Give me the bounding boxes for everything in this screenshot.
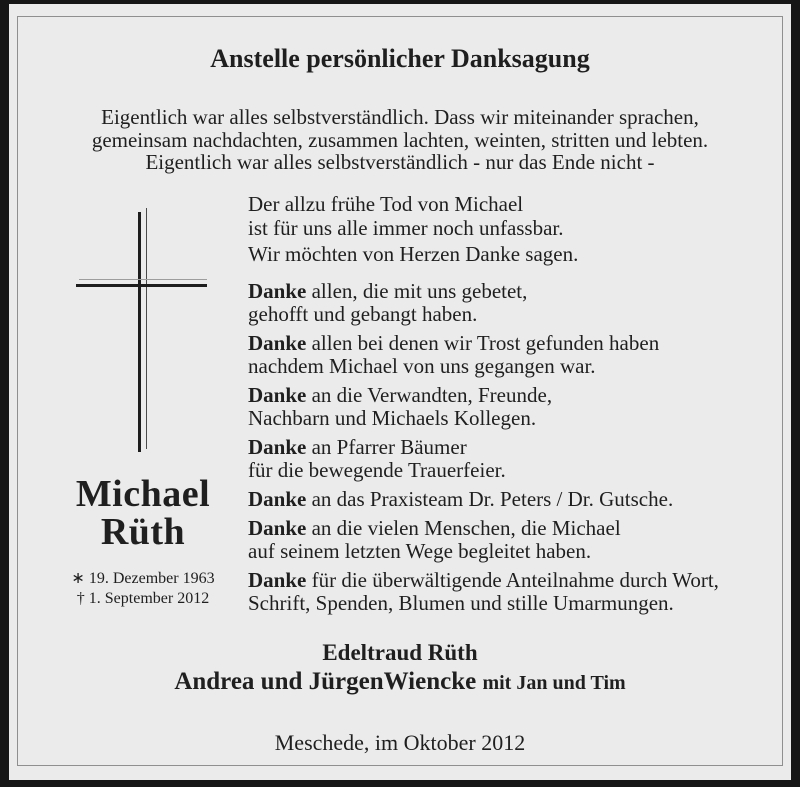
death-date: 1. September 2012: [88, 590, 210, 607]
opening-line-1: Der allzu frühe Tod von Michael: [248, 192, 524, 216]
cross-vertical-thick-line: [138, 212, 141, 452]
intro-verse: [9, 106, 791, 174]
notice-title: Anstelle persönlicher Danksagung: [210, 44, 590, 73]
cross-vertical-thin-line: [146, 208, 147, 449]
opening-line-2: ist für uns alle immer noch unfassbar.: [248, 216, 564, 240]
danke-paragraph: Danke an das Praxisteam Dr. Peters / Dr. Gutsche.: [248, 487, 674, 511]
death-dagger-icon: †: [76, 590, 85, 607]
place-and-date: Meschede, im Oktober 2012: [274, 730, 526, 755]
danke-paragraph: Danke für die überwältigende Anteilnahme durch Wort, Schrift, Spenden, Blumen und stille Umarmungen.: [248, 568, 719, 615]
birth-date-line: [33, 569, 253, 589]
birth-star-icon: ∗: [71, 570, 85, 587]
danke-lead: Danke: [248, 331, 307, 355]
danke-lead: Danke: [248, 487, 307, 511]
opening-paragraph-2: Wir möchten von Herzen Danke sagen.: [248, 242, 579, 266]
danke-lead: Danke: [248, 516, 307, 540]
thanks-list: [248, 280, 793, 615]
thanks-column: [248, 192, 793, 621]
intro-line-2: gemeinsam nachdachten, zusammen lachten, weinten, stritten und lebten.: [91, 127, 709, 152]
danke-lead: Danke: [248, 383, 307, 407]
danke-lead: Danke: [248, 279, 307, 303]
cross-horizontal-thick-line: [76, 284, 207, 287]
deceased-name: [33, 475, 253, 551]
danke-paragraph: Danke an Pfarrer Bäumer für die bewegende Trauerfeier.: [248, 435, 506, 482]
danke-paragraph: Danke allen, die mit uns gebetet, gehofft und gebangt haben.: [248, 279, 528, 326]
cross-horizontal-thin-line: [79, 279, 207, 280]
mourner-children: Andrea und JürgenWiencke: [174, 668, 477, 695]
death-date-line: [33, 589, 253, 609]
birth-date: 19. Dezember 1963: [88, 570, 215, 587]
danke-paragraph: Danke an die Verwandten, Freunde, Nachbarn und Michaels Kollegen.: [248, 383, 553, 430]
opening-paragraph: [248, 192, 793, 240]
danke-lead: Danke: [248, 435, 307, 459]
mourner-primary: Edeltraud Rüth: [322, 640, 478, 665]
cross-icon: [76, 208, 207, 452]
danke-paragraph: Danke allen bei denen wir Trost gefunden haben nachdem Michael von uns gegangen war.: [248, 331, 660, 378]
mourner-grandchildren: mit Jan und Tim: [482, 672, 626, 694]
danke-paragraph: Danke an die vielen Menschen, die Michael auf seinem letzten Wege begleitet haben.: [248, 516, 621, 563]
obituary-notice: [9, 4, 791, 780]
deceased-last-name: Rüth: [100, 511, 186, 553]
intro-line-1: Eigentlich war alles selbstverständlich. Dass wir miteinander sprachen,: [101, 105, 699, 129]
life-dates: [33, 569, 253, 609]
mourner-secondary: [9, 667, 791, 698]
danke-lead: Danke: [248, 568, 307, 592]
deceased-first-name: Michael: [75, 473, 211, 515]
intro-line-3: Eigentlich war alles selbstverständlich - nur das Ende nicht -: [145, 150, 655, 174]
